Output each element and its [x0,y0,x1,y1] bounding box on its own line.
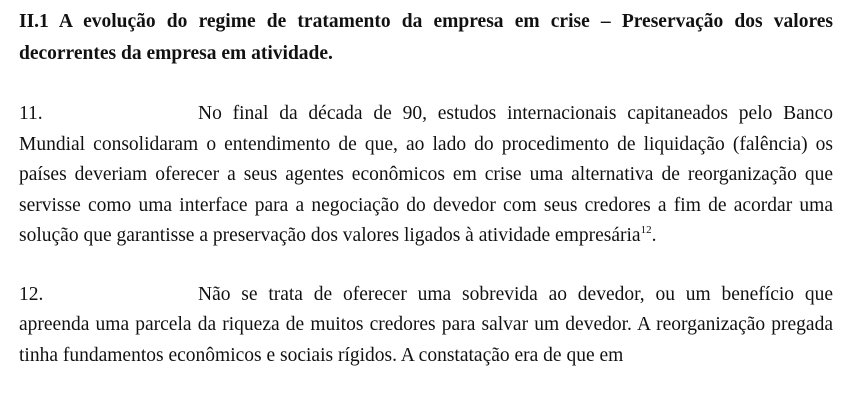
paragraph-number: 11. [19,103,43,124]
paragraph-12 [19,280,833,372]
paragraph-text: Não se trata de oferecer uma sobrevida ao devedor, ou um benefício que apreenda uma parcela da riqueza de muitos credores para salvar um devedor. A reorganização pregada tinha fundamentos econômicos e sociais rígidos. A constatação era de que em [19,283,833,366]
document-page [19,0,833,371]
paragraph-text: No final da década de 90, estudos internacionais capitaneados pelo Banco Mundial consolidaram o entendimento de que, ao lado do procedimento de liquidação (falência) os países deveriam oferecer a seus agentes econômicos em crise uma alternativa de reorganização que servisse como uma interface para a negociação do devedor com seus credores a fim de acordar uma solução que garantisse a preservação dos valores ligados à atividade empresária [19,103,833,246]
paragraph-text-end: . [651,225,657,246]
paragraph-number: 12. [19,283,44,305]
section-heading: II.1 A evolução do regime de tratamento da empresa em crise – Preservação dos valores decorrentes da empresa em atividade. [19,11,833,64]
paragraph-11 [19,99,833,252]
footnote-reference[interactable]: 12 [640,223,652,236]
